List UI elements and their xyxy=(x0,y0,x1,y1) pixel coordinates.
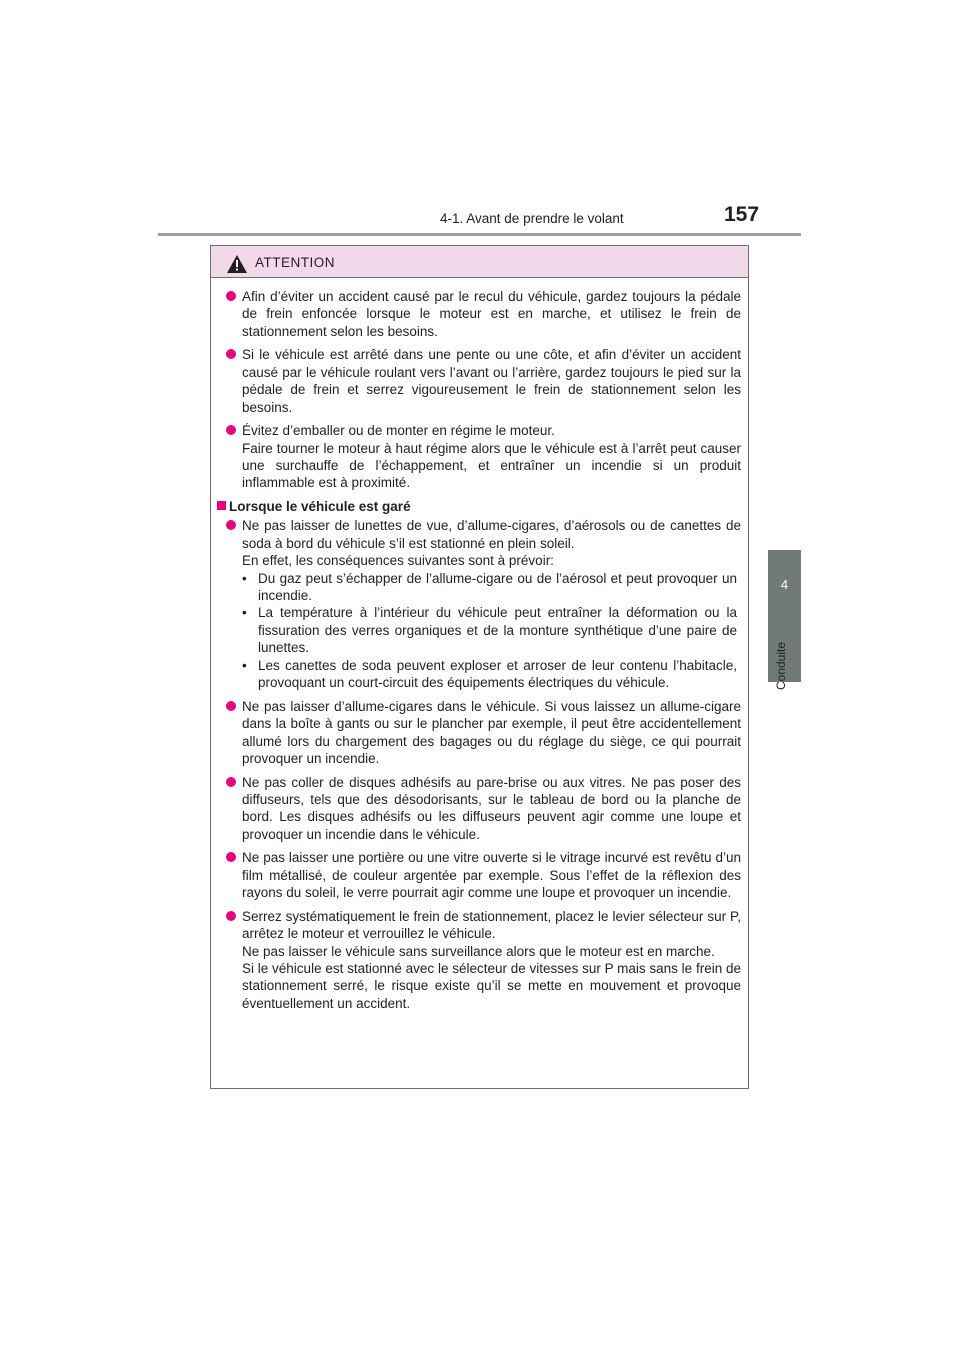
list-item-text: La température à l’intérieur du véhicule peut entraîner la déformation ou la fissuration des verres organiques et de la monture synthétique d’une paire de lunettes. xyxy=(258,605,737,656)
warning-header xyxy=(211,246,748,278)
list-bullet: • xyxy=(242,605,247,621)
warning-item-text: Afin d’éviter un accident causé par le recul du véhicule, gardez toujours la pédale de frein enfoncée lorsque le moteur est en marche, et utilisez le frein de stationnement selon les besoins. xyxy=(242,289,741,339)
list-item-text: Les canettes de soda peuvent exploser et arroser de leur contenu l’habitacle, provoquant un court-circuit des équipements électriques du véhicule. xyxy=(258,657,737,691)
list-bullet: • xyxy=(242,570,247,586)
header-rule xyxy=(158,233,801,236)
bullet-dot xyxy=(226,852,236,862)
bullet-dot xyxy=(226,425,236,435)
bullet-dot xyxy=(226,349,236,359)
warning-item-text: Ne pas laisser le véhicule sans surveillance alors que le moteur est en marche. xyxy=(242,943,715,959)
warning-item-text: En effet, les conséquences suivantes sont à prévoir: xyxy=(242,553,554,569)
warning-item xyxy=(217,849,741,901)
square-bullet xyxy=(217,501,226,510)
warning-body xyxy=(211,278,748,1012)
warning-triangle-icon xyxy=(227,255,247,273)
list-item xyxy=(242,604,741,656)
list-bullet: • xyxy=(242,657,247,673)
list-item-text: Du gaz peut s’échapper de l’allume-cigare ou de l’aérosol et peut provoquer un incendie. xyxy=(258,570,737,604)
chapter-number: 4 xyxy=(780,577,789,592)
subsection-heading-text: Lorsque le véhicule est garé xyxy=(229,499,411,515)
bullet-dot xyxy=(226,911,236,921)
warning-item-text: Si le véhicule est stationné avec le sélecteur de vitesses sur P mais sans le frein de stationnement serré, le risque existe qu’il se mette en mouvement et provoque éventuellement un accident. xyxy=(242,960,741,1011)
warning-item-text: Ne pas laisser de lunettes de vue, d’allume-cigares, d’aérosols ou de canettes de soda à bord du véhicule s’il est stationné en plein soleil. xyxy=(242,518,741,551)
warning-item xyxy=(217,346,741,416)
bullet-dot xyxy=(226,291,236,301)
bullet-dot xyxy=(226,701,236,711)
page-number: 157 xyxy=(724,203,760,226)
list-item xyxy=(242,657,741,692)
consequence-list xyxy=(242,570,741,692)
warning-item-text: Faire tourner le moteur à haut régime alors que le véhicule est à l’arrêt peut causer une surchauffe de l’échappement, et entraîner un incendie si un produit inflammable est à proximité. xyxy=(242,440,741,491)
warning-item xyxy=(217,698,741,768)
warning-item-text: Évitez d’emballer ou de monter en régime le moteur. xyxy=(242,423,555,439)
warning-item-text: Ne pas coller de disques adhésifs au pare-brise ou aux vitres. Ne pas poser des diffuseurs, tels que des désodorisants, sur le tableau de bord ou la planche de bord. Les disques adhésifs ou les diffuseurs peuvent agir comme une loupe et provoquer un incendie dans le véhicule. xyxy=(242,774,741,842)
bullet-dot xyxy=(226,777,236,787)
warning-item-text: Si le véhicule est arrêté dans une pente ou une côte, et afin d’éviter un accident causé par le véhicule roulant vers l’avant ou l’arrière, gardez toujours le pied sur la pédale de frein et serrez vigoureusement le frein de stationnement selon les besoins. xyxy=(242,347,741,415)
warning-item xyxy=(217,908,741,1012)
chapter-label: Conduite xyxy=(774,641,788,690)
warning-item-text: Ne pas laisser d’allume-cigares dans le véhicule. Si vous laissez un allume-cigare dans la boîte à gants ou sur le plancher par exemple, il peut être accidentellement allumé lors du chargement des bagages ou du réglage du siège, ce qui pourrait provoquer un incendie. xyxy=(242,698,741,766)
bullet-dot xyxy=(226,520,236,530)
warning-item xyxy=(217,288,741,340)
warning-box xyxy=(210,245,749,1089)
warning-title: ATTENTION xyxy=(255,255,335,270)
subsection-heading xyxy=(217,498,741,515)
warning-item xyxy=(217,774,741,844)
warning-item-text: Ne pas laisser une portière ou une vitre ouverte si le vitrage incurvé est revêtu d’un film métallisé, de couleur argentée par exemple. Sous l’effet de la réflexion des rayons du soleil, le verre pourrait agir comme une loupe et provoquer un incendie. xyxy=(242,850,741,901)
list-item xyxy=(242,570,741,605)
warning-item xyxy=(217,517,741,691)
warning-item xyxy=(217,422,741,492)
section-title: 4-1. Avant de prendre le volant xyxy=(440,211,624,226)
warning-item-text: Serrez systématiquement le frein de stationnement, placez le levier sélecteur sur P, arrêtez le moteur et verrouillez le véhicule. xyxy=(242,908,741,942)
